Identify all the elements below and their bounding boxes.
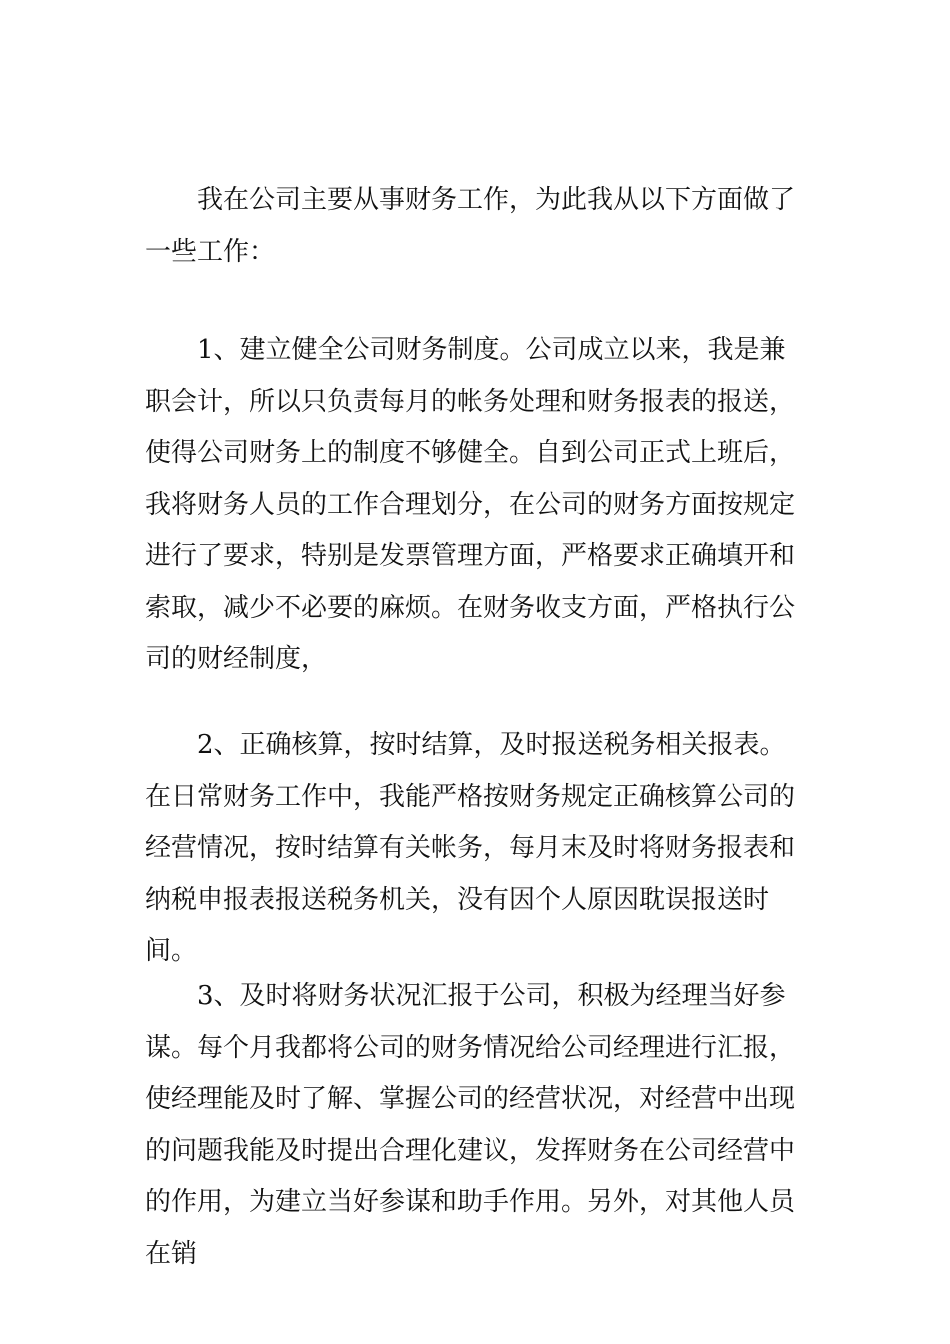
paragraph-intro: 我在公司主要从事财务工作，为此我从以下方面做了一些工作： (145, 185, 796, 267)
paragraph-item-3: 3、及时将财务状况汇报于公司，积极为经理当好参谋。每个月我都将公司的财务情况给公司经理进行汇报，使经理能及时了解、掌握公司的经营状况，对经营中出现的问题我能及时提出合理化建议，发挥财务在公司经营中的作用，为建立当好参谋和助手作用。另外，对其他人员在销 (145, 981, 796, 1269)
paragraph-item-2: 2、正确核算，按时结算，及时报送税务相关报表。在日常财务工作中，我能严格按财务规定正确核算公司的经营情况，按时结算有关帐务，每月末及时将财务报表和纳税申报表报送税务机关，没有因个人原因耽误报送时间。 (145, 730, 796, 966)
paragraph-item-1: 1、建立健全公司财务制度。公司成立以来，我是兼职会计，所以只负责每月的帐务处理和财务报表的报送，使得公司财务上的制度不够健全。自到公司正式上班后，我将财务人员的工作合理划分，在公司的财务方面按规定进行了要求，特别是发票管理方面，严格要求正确填开和索取，减少不必要的麻烦。在财务收支方面，严格执行公司的财经制度， (145, 335, 796, 674)
